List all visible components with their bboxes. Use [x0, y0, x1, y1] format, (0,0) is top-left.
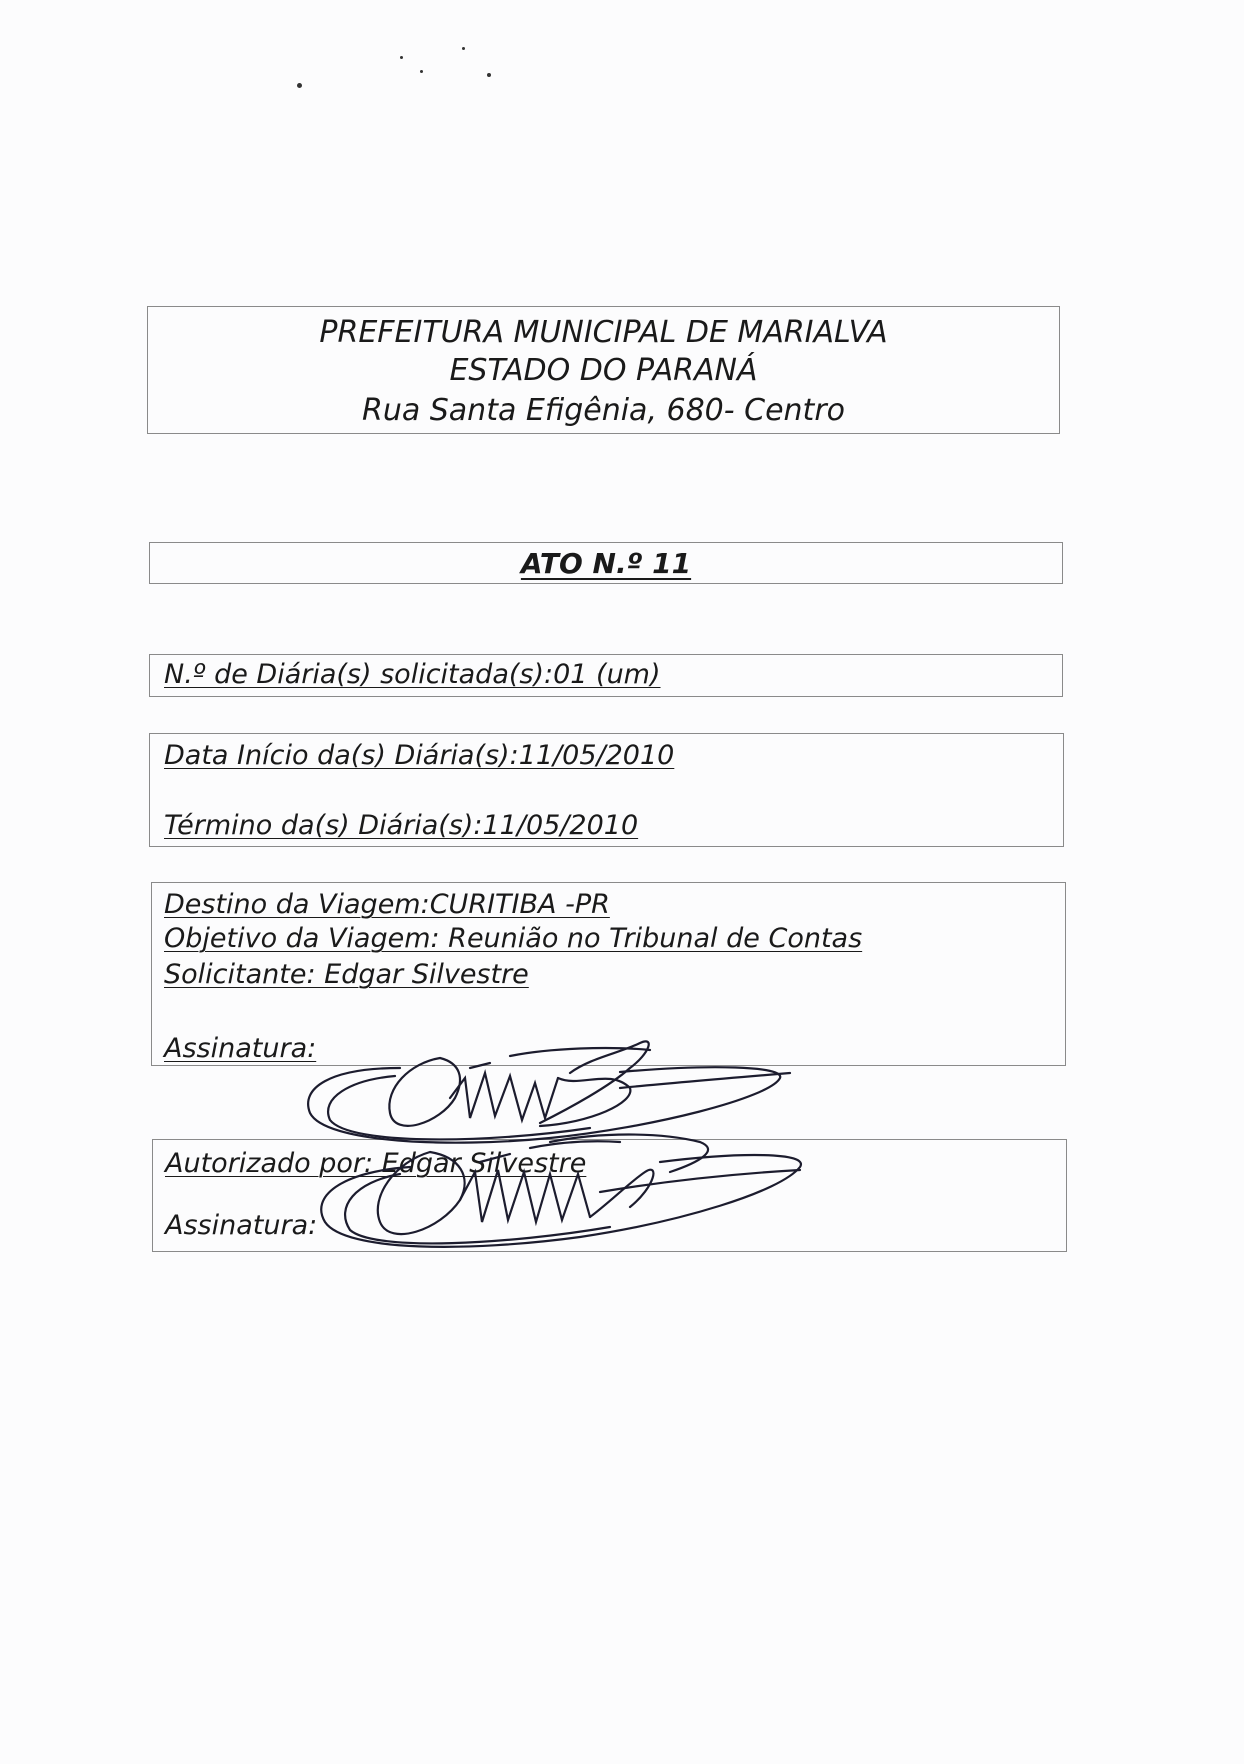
- end-date: Término da(s) Diária(s):11/05/2010: [164, 810, 639, 841]
- scan-speck: [400, 56, 403, 59]
- requester-signature-label: Assinatura:: [164, 1033, 317, 1064]
- scan-speck: [487, 73, 491, 77]
- dates-box: [149, 733, 1064, 847]
- requester: Solicitante: Edgar Silvestre: [164, 959, 529, 990]
- municipality-name: PREFEITURA MUNICIPAL DE MARIALVA: [319, 315, 888, 350]
- start-date: Data Início da(s) Diária(s):11/05/2010: [164, 740, 675, 771]
- objective: Objetivo da Viagem: Reunião no Tribunal de Contas: [164, 923, 863, 954]
- scan-speck: [420, 70, 423, 73]
- diaria-count-box: [149, 654, 1063, 697]
- header-box: [147, 306, 1060, 434]
- act-box: [149, 542, 1063, 584]
- authorizer-signature-label: Assinatura:: [165, 1210, 318, 1241]
- scan-speck: [297, 83, 302, 88]
- diaria-count: N.º de Diária(s) solicitada(s):01 (um): [164, 659, 661, 690]
- destination: Destino da Viagem:CURITIBA -PR: [164, 889, 610, 920]
- state-name: ESTADO DO PARANÁ: [449, 353, 758, 388]
- scan-speck: [462, 47, 465, 50]
- travel-box: [151, 882, 1066, 1066]
- authorization-box: [152, 1139, 1067, 1252]
- act-title: ATO N.º 11: [520, 547, 692, 580]
- authorized-by: Autorizado por: Edgar Silvestre: [165, 1148, 587, 1179]
- address: Rua Santa Efigênia, 680- Centro: [361, 393, 846, 428]
